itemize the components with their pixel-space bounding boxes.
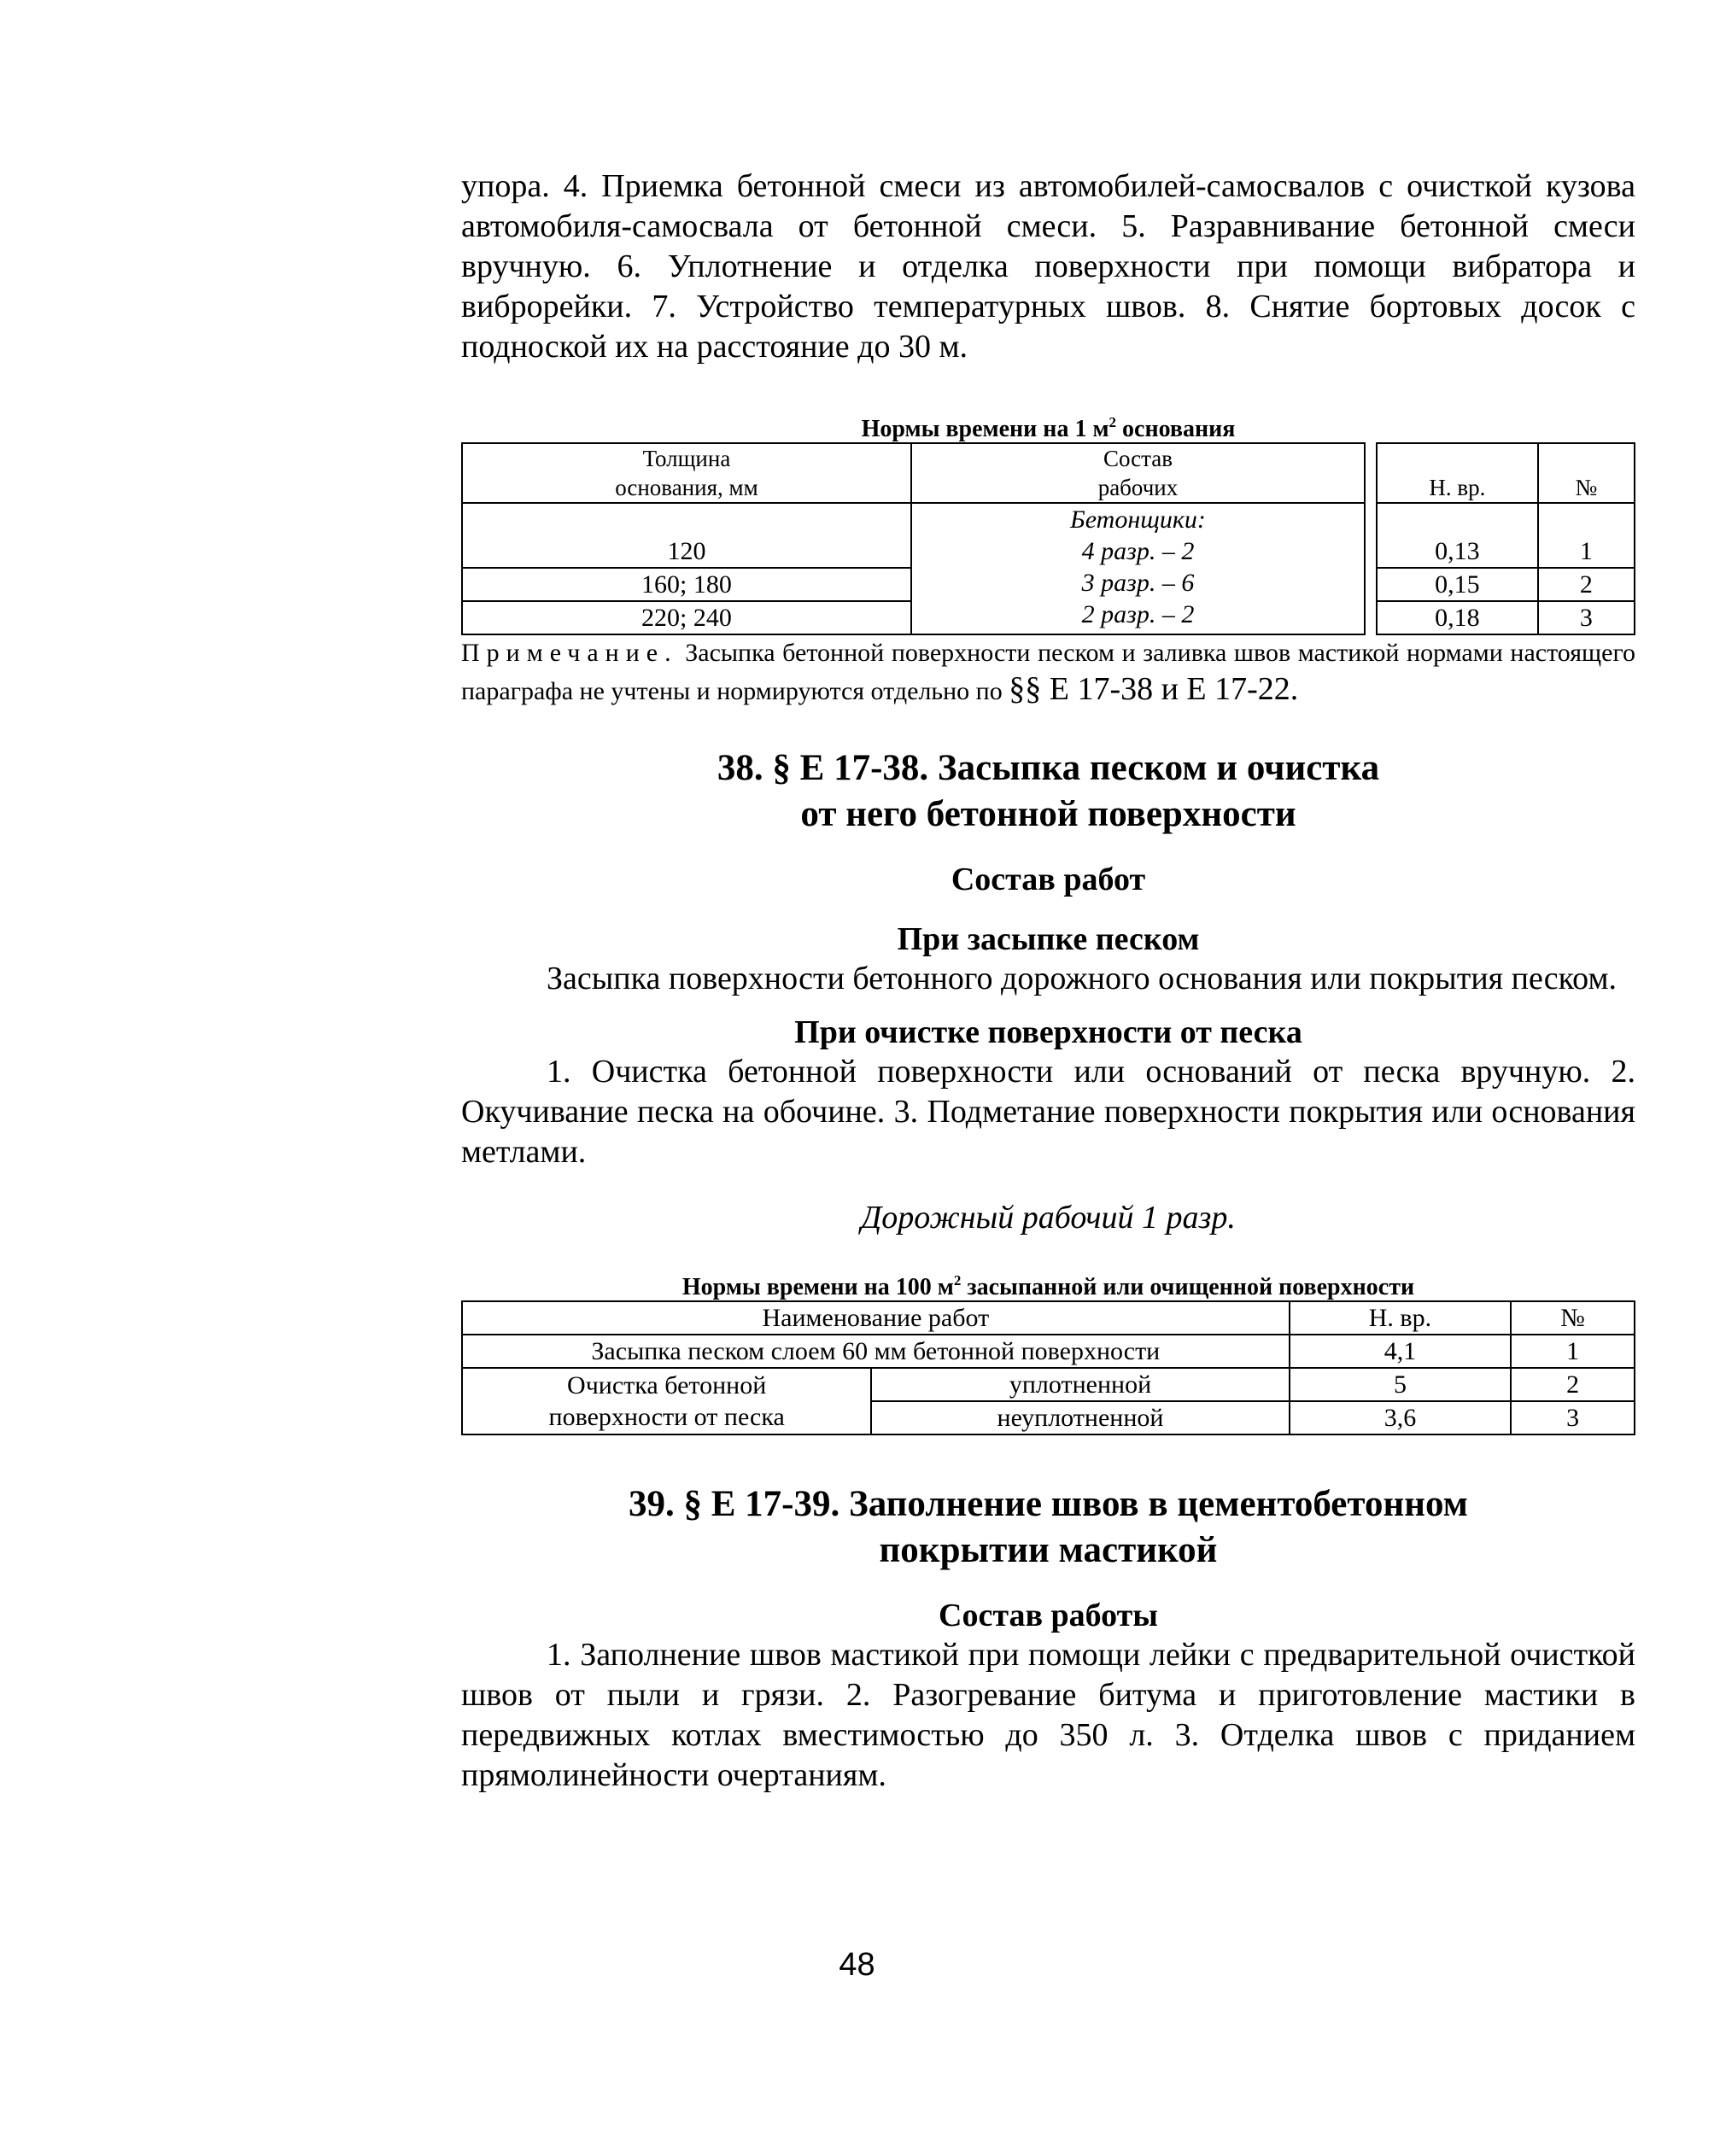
table-row: неуплотненной 3,6 3 [462, 1401, 1635, 1434]
header-norm: Н. вр. [1290, 1301, 1512, 1335]
header-num: № [1538, 443, 1635, 503]
section39-para: 1. Заполнение швов мастикой при помощи лейки с предварительной очисткой швов от пыли и грязи. 2. Разогревание битума и приготовление мастики в передвижных котлах вместимостью до 350 л. 3. Отделка швов с приданием прямолинейности очертаниям. [461, 1637, 1635, 1793]
table-row: 220; 240 0,18 3 [462, 601, 1635, 634]
section38-para2: 1. Очистка бетонной поверхности или оснований от песка вручную. 2. Окучивание песка на обочине. 3. Подметание поверхности покрытия или основания метлами. [461, 1054, 1635, 1170]
header-num: № [1511, 1301, 1635, 1335]
intro-paragraph: упора. 4. Приемка бетонной смеси из автомобилей-самосвалов с очисткой кузова автомобиля-самосвала от бетонной смеси. 5. Разравнивание бетонной смеси вручную. 6. Уплотнение и отделка поверхности при помощи вибратора и виброрейки. 7. Устройство температурных швов. 8. Снятие бортовых досок с подноской их на расстояние до 30 м. [461, 168, 1635, 365]
header-thickness: Толщина основания, мм [462, 443, 911, 503]
section38-work-title: Состав работ [951, 862, 1146, 897]
section39-work-title: Состав работы [939, 1598, 1158, 1633]
table-row: 160; 180 0,15 2 [462, 568, 1635, 601]
table-row: Очистка бетонной поверхности от песка уплотненной 5 2 [462, 1368, 1635, 1401]
crew-cell: Бетонщики: 4 разр. – 2 3 разр. – 6 2 разр. – 2 [911, 503, 1365, 634]
table2 [461, 1300, 1635, 1435]
table1 [461, 442, 1635, 635]
group-cell: Очистка бетонной поверхности от песка [462, 1368, 871, 1434]
section38-sub1: При засыпке песком [897, 921, 1200, 957]
table-row: Засыпка песком слоем 60 мм бетонной поверхности 4,1 1 [462, 1335, 1635, 1368]
note: Примечание. Засыпка бетонной поверхности песком и заливка швов мастикой нормами настоящего параграфа не учтены и нормируются отдельно по §§ Е 17-38 и Е 17-22. [461, 639, 1635, 707]
page-content [461, 167, 1635, 1796]
section38-title: 38. § Е 17-38. Засыпка песком и очистка от него бетонной поверхности [717, 748, 1380, 834]
note-label: Примечание. [461, 639, 678, 667]
header-crew: Состав рабочих [911, 443, 1365, 503]
table2-caption: Нормы времени на 100 $м^2$ засыпанной или очищенной поверхности [682, 1272, 1415, 1300]
page-number: 48 [839, 1947, 875, 1983]
table1-header [462, 443, 1635, 503]
section39-title: 39. § Е 17-39. Заполнение швов в цементобетонном покрытии мастикой [629, 1484, 1468, 1570]
table-row: 120 Бетонщики: 4 разр. – 2 3 разр. – 6 2 разр. – 2 0,13 1 [462, 503, 1635, 568]
section38-worker: Дорожный рабочий 1 разр. [861, 1200, 1236, 1236]
table1-caption: Нормы времени на 1 $м^2$ основания [861, 414, 1236, 442]
section38-sub2: При очистке поверхности от песка [794, 1014, 1302, 1050]
section38-para1: Засыпка поверхности бетонного дорожного основания или покрытия песком. [547, 961, 1617, 996]
header-norm: Н. вр. [1377, 443, 1538, 503]
header-name: Наименование работ [462, 1301, 1290, 1335]
table2-header [462, 1301, 1635, 1335]
